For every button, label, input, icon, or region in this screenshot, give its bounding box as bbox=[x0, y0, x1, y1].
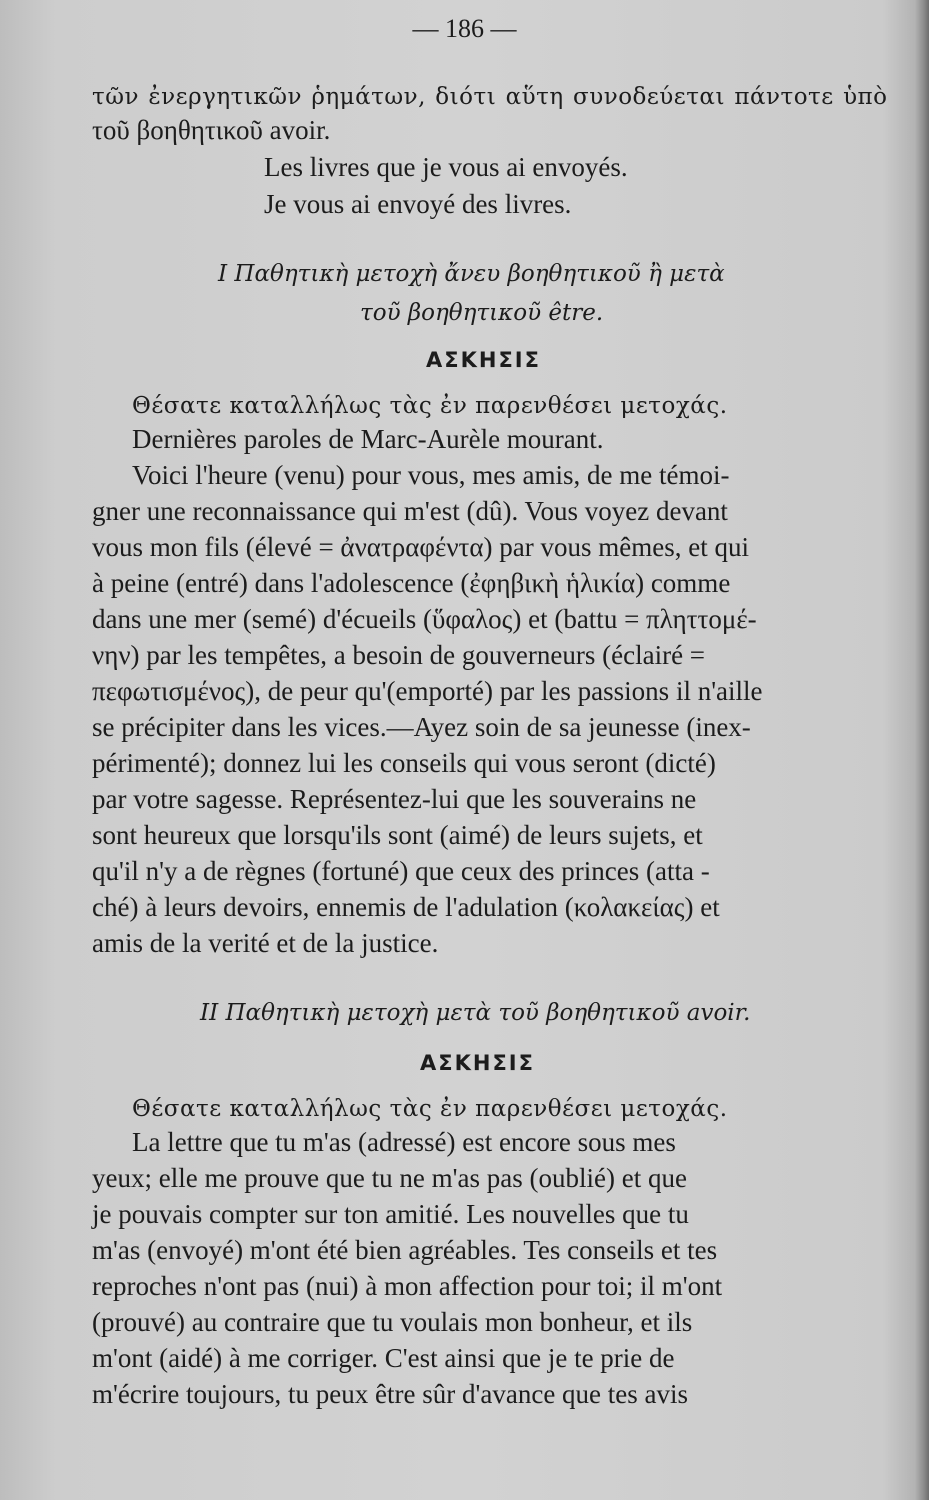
text-line: qu'il n'y a de règnes (fortuné) que ceux des princes (atta - bbox=[92, 856, 710, 886]
text-line: ché) à leurs devoirs, ennemis de l'adulation (κολακείας) et bbox=[92, 892, 720, 922]
text-line: m'ont (aidé) à me corriger. C'est ainsi que je te prie de bbox=[92, 1343, 675, 1373]
section-title: I Παθητικὴ μετοχὴ ἄνευ βοηθητικοῦ ἢ μετὰ bbox=[218, 261, 725, 287]
page-number: — 186 — bbox=[412, 14, 517, 43]
text-line: gner une reconnaissance qui m'est (dû). Vous voyez devant bbox=[92, 496, 728, 526]
text-line: yeux; elle me prouve que tu ne m'as pas (oublié) et que bbox=[92, 1163, 687, 1193]
text-line: sont heureux que lorsqu'ils sont (aimé) de leurs sujets, et bbox=[92, 820, 703, 850]
text-line: (prouvé) au contraire que tu voulais mon bonheur, et ils bbox=[92, 1307, 693, 1337]
text-line: Voici l'heure (venu) pour vous, mes amis, de me témoi- bbox=[132, 460, 730, 490]
text-line: je pouvais compter sur ton amitié. Les nouvelles que tu bbox=[92, 1199, 689, 1229]
example-sentence: Je vous ai envoyé des livres. bbox=[264, 189, 572, 219]
text-line: se précipiter dans les vices.—Ayez soin de sa jeunesse (inex- bbox=[92, 712, 751, 742]
text-line: νην) par les tempêtes, a besoin de gouverneurs (éclairé = bbox=[92, 640, 706, 670]
exercise-heading: ΑΣΚΗΣΙΣ bbox=[426, 348, 541, 372]
text-line: La lettre que tu m'as (adressé) est encore sous mes bbox=[132, 1127, 676, 1157]
text-line: périmenté); donnez lui les conseils qui vous seront (dicté) bbox=[92, 748, 716, 778]
text-line: amis de la verité et de la justice. bbox=[92, 928, 439, 958]
exercise-instruction: Θέσατε καταλλήλως τὰς ἐν παρενθέσει μετοχάς. bbox=[132, 393, 728, 419]
exercise-instruction: Θέσατε καταλλήλως τὰς ἐν παρενθέσει μετοχάς. bbox=[132, 1096, 728, 1122]
text-line: τοῦ βοηθητικοῦ avoir. bbox=[92, 115, 331, 145]
section-title: τοῦ βοηθητικοῦ être. bbox=[360, 300, 604, 326]
text-line: à peine (entré) dans l'adolescence (ἐφηβικὴ ἡλικία) comme bbox=[92, 568, 731, 598]
text-line: τῶν ἐνεργητικῶν ῥημάτων, διότι αὕτη συνοδεύεται πάντοτε ὑπὸ bbox=[92, 84, 888, 110]
text-line: par votre sagesse. Représentez-lui que les souverains ne bbox=[92, 784, 697, 814]
text-line: m'écrire toujours, tu peux être sûr d'avance que tes avis bbox=[92, 1379, 689, 1409]
text-line: vous mon fils (élevé = ἀνατραφέντα) par vous mêmes, et qui bbox=[92, 532, 749, 562]
text-line: reproches n'ont pas (nui) à mon affection pour toi; il m'ont bbox=[92, 1271, 723, 1301]
section-title: II Παθητικὴ μετοχὴ μετὰ τοῦ βοηθητικοῦ avoir. bbox=[200, 1000, 751, 1026]
exercise-title: Dernières paroles de Marc-Aurèle mourant. bbox=[132, 424, 604, 454]
example-sentence: Les livres que je vous ai envoyés. bbox=[264, 152, 628, 182]
page-spine-shadow bbox=[915, 0, 929, 1500]
exercise-heading: ΑΣΚΗΣΙΣ bbox=[420, 1051, 535, 1075]
text-line: dans une mer (semé) d'écueils (ὕφαλος) et (battu = πληττομέ- bbox=[92, 604, 757, 634]
text-line: πεφωτισμένος), de peur qu'(emporté) par les passions il n'aille bbox=[92, 676, 763, 706]
text-line: m'as (envoyé) m'ont été bien agréables. Tes conseils et tes bbox=[92, 1235, 718, 1265]
